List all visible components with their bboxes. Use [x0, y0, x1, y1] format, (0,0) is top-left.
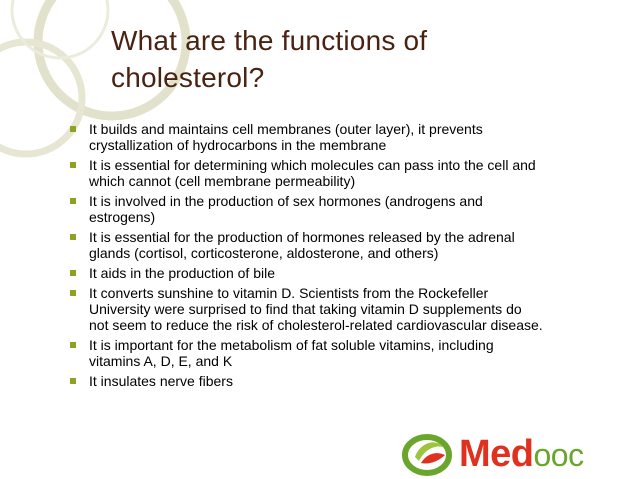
logo-text-ooc: ooc: [533, 437, 584, 473]
bullet-list: [70, 121, 632, 393]
bullet-item: [70, 121, 632, 153]
bullet-square-icon: [70, 126, 76, 132]
bullet-item: [70, 265, 632, 281]
bullet-square-icon: [70, 270, 76, 276]
bullet-text-line: estrogens): [89, 209, 156, 225]
bullet-text-line: It converts sunshine to vitamin D. Scientists from the Rockefeller: [89, 285, 489, 301]
bullet-item: [70, 285, 632, 333]
bullet-square-icon: [70, 162, 76, 168]
bullet-square-icon: [70, 378, 76, 384]
bullet-text-line: It insulates nerve fibers: [89, 373, 233, 389]
bullet-text-line: It builds and maintains cell membranes (outer layer), it prevents: [89, 121, 483, 137]
bullet-text-line: It aids in the production of bile: [89, 265, 276, 281]
leaf-swoosh-icon: [401, 431, 453, 477]
bullet-item: [70, 157, 632, 189]
bullet-item: [70, 337, 632, 369]
title-line-1: What are the functions of: [111, 25, 428, 56]
slide-title: [111, 22, 591, 96]
bullet-square-icon: [70, 234, 76, 240]
bullet-square-icon: [70, 342, 76, 348]
bullet-text-line: crystallization of hydrocarbons in the membrane: [89, 137, 387, 153]
bullet-item: [70, 193, 632, 225]
bullet-item: [70, 373, 632, 389]
bullet-square-icon: [70, 198, 76, 204]
bullet-text-line: which cannot (cell membrane permeability): [89, 173, 356, 189]
medooc-logo: [401, 431, 633, 477]
bullet-text-line: vitamins A, D, E, and K: [89, 353, 233, 369]
bullet-text-line: It is essential for determining which molecules can pass into the cell and: [89, 157, 536, 173]
bullet-text-line: It is essential for the production of hormones released by the adrenal: [89, 229, 515, 245]
bullet-text-line: not seem to reduce the risk of cholesterol-related cardiovascular disease.: [89, 317, 543, 333]
decor-circle-faint: [12, 0, 108, 58]
bullet-square-icon: [70, 290, 76, 296]
bullet-item: [70, 229, 632, 261]
bullet-text-line: glands (cortisol, corticosterone, aldosterone, and others): [89, 245, 439, 261]
title-line-2: cholesterol?: [111, 62, 265, 93]
logo-text-med: Med: [459, 433, 534, 475]
logo-wordmark: [459, 432, 584, 477]
bullet-text-line: University were surprised to find that taking vitamin D supplements do: [89, 301, 522, 317]
bullet-text-line: It is important for the metabolism of fat soluble vitamins, including: [89, 337, 494, 353]
bullet-text-line: It is involved in the production of sex hormones (androgens and: [89, 193, 483, 209]
